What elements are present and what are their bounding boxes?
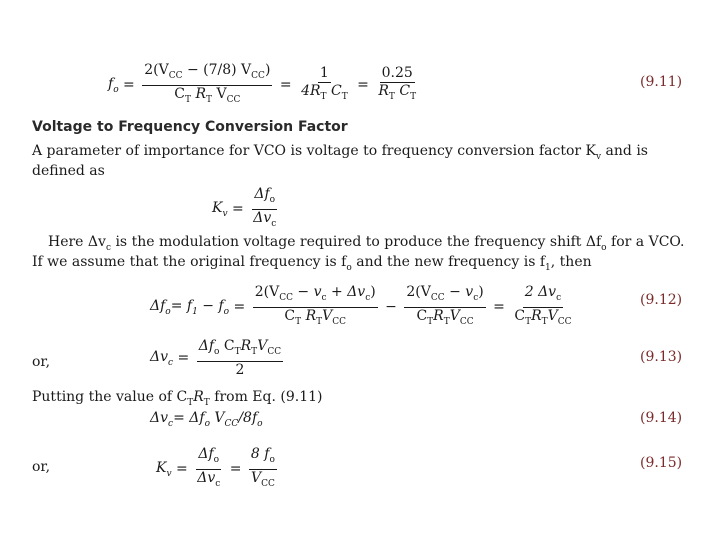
paragraph: Putting the value of $C_TR_T$ from Eq. (9.11) bbox=[32, 389, 323, 408]
equation-9-14: $\Delta v_c$ = $\Delta f_o$ $V_{CC}/8f_o$ bbox=[150, 410, 263, 429]
equation-number: (9.13) bbox=[640, 349, 683, 365]
equation-number: (9.15) bbox=[640, 455, 683, 471]
kv-definition-equation: $K_v$ = $\frac{\Delta f_o}{\Delta v_c}$ bbox=[212, 186, 281, 233]
fraction: $\frac{2(V_{CC} - v_c + \Delta v_c)}{C_T R_TV_{CC}}$ bbox=[254, 284, 376, 327]
paragraph-line: defined as bbox=[32, 163, 105, 179]
equation-number: (9.12) bbox=[640, 292, 683, 308]
fraction: $\frac{2 \Delta v_c}{C_TR_TV_{CC}}$ bbox=[514, 284, 572, 327]
or-label: or, bbox=[32, 459, 51, 475]
or-label: or, bbox=[32, 354, 51, 370]
equation-number: (9.14) bbox=[640, 410, 683, 426]
equation-9-11: $f_o$ = $\frac{2(V_{CC} - (7/8) V_{CC})}{C_T R_T V_{CC}}$ = $\frac{1}{4R_T C_T}$ = $\frac{0.25}{R_T C_T}$ bbox=[108, 62, 421, 109]
fraction: $\frac{\Delta f_o}{\Delta v_c}$ bbox=[253, 186, 277, 229]
fraction: $\frac{\Delta f_o C_TR_TV_{CC}}{2}$ bbox=[198, 338, 282, 378]
paragraph: A parameter of importance for VCO is voltage to frequency conversion factor $K_v$ and is bbox=[32, 143, 648, 162]
fraction: $\frac{1}{4R_T C_T}$ bbox=[301, 64, 348, 102]
paragraph: Here $\Delta v_c$ is the modulation voltage required to produce the frequency shift $\Delta f_o$ for a VCO. bbox=[48, 234, 685, 253]
paragraph: If we assume that the original frequency is $f_o$ and the new frequency is $f_1$, then bbox=[32, 254, 592, 273]
equation-9-15: $K_v$ = $\frac{\Delta f_o}{\Delta v_c}$ = $\frac{8 f_o}{V_{CC}}$ bbox=[156, 446, 280, 493]
equation-number: (9.11) bbox=[640, 74, 683, 90]
fraction: $\frac{\Delta f_o}{\Delta v_c}$ bbox=[197, 446, 221, 489]
equation-9-13: $\Delta v_c$ = $\frac{\Delta f_o C_TR_TV_{CC}}{2}$ bbox=[150, 338, 282, 378]
equation-9-12: $\Delta f_o$ = $f_1 - f_o$ = $\frac{2(V_{CC} - v_c + \Delta v_c)}{C_T R_TV_{CC}}$ − $\frac{2(V_{CC} - v_c)}{C_TR_TV_{CC}}$ = $\frac{2 \Delta v_c}{C_TR_TV_{CC}}$ bbox=[150, 284, 577, 331]
fraction: $\frac{8 f_o}{V_{CC}}$ bbox=[250, 446, 275, 489]
fraction: $\frac{2(V_{CC} - (7/8) V_{CC})}{C_T R_T V_{CC}}$ bbox=[144, 62, 271, 105]
fraction: $\frac{2(V_{CC} - v_c)}{C_TR_TV_{CC}}$ bbox=[406, 284, 484, 327]
fraction: $\frac{0.25}{R_T C_T}$ bbox=[378, 64, 417, 102]
section-heading: Voltage to Frequency Conversion Factor bbox=[32, 119, 348, 135]
